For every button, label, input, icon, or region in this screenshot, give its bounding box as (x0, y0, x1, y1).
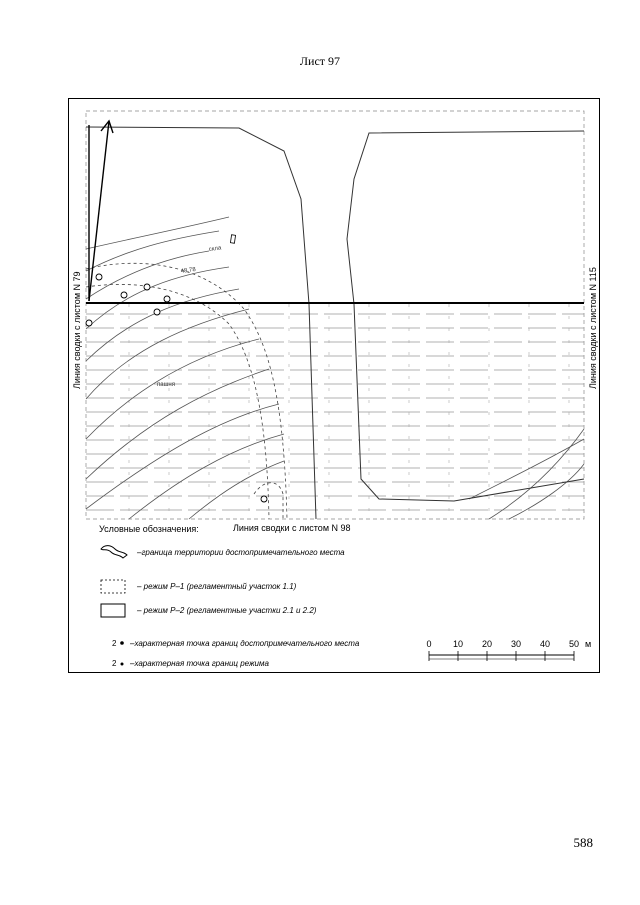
label-skla: скла (208, 245, 222, 253)
page-number: 588 (573, 835, 593, 850)
point-filled-icon (120, 641, 124, 645)
point-number-1: 2 (112, 639, 117, 648)
hatch-horizontal (86, 314, 584, 510)
label-elevation: 48.78 (180, 266, 197, 275)
scale-unit: м (585, 639, 592, 649)
map-frame (68, 98, 600, 673)
scale-tick-20: 20 (481, 639, 493, 649)
legend-title: Условные обозначения: (99, 524, 199, 534)
legend-item-point-regime: –характерная точка границ режима (130, 659, 269, 668)
scale-tick-30: 30 (510, 639, 522, 649)
right-join-label: Линия сводки с листом N 115 (588, 267, 598, 389)
scale-tick-50: 50 (568, 639, 580, 649)
regime-p2-icon (101, 604, 125, 617)
north-arrow-icon (89, 121, 113, 301)
hatch-vertical (129, 304, 569, 519)
contour-lines (86, 217, 584, 519)
legend-item-boundary: –граница территории достопримечательного места (137, 548, 345, 557)
bottom-join-label: Линия сводки с листом N 98 (233, 523, 351, 533)
scale-tick-40: 40 (539, 639, 551, 649)
scale-tick-0: 0 (426, 639, 432, 649)
road-outline (86, 127, 584, 519)
scale-bar (426, 639, 591, 661)
legend (99, 524, 360, 668)
regime-p1-icon (101, 580, 125, 593)
boundary-line-icon (101, 546, 127, 558)
left-join-label: Линия сводки с листом N 79 (72, 271, 82, 389)
building-icon (230, 235, 235, 243)
legend-item-p2: – режим Р–2 (регламентные участки 2.1 и 2.2) (137, 606, 317, 615)
sheet-title: Лист 97 (299, 54, 341, 68)
plan-border (86, 111, 584, 519)
point-number-2: 2 (112, 659, 117, 668)
legend-item-p1: – режим Р–1 (регламентный участок 1.1) (137, 582, 297, 591)
map-canvas (69, 99, 601, 674)
legend-item-point-site: –характерная точка границ достопримечательного места (130, 639, 360, 648)
point-small-icon (121, 663, 124, 666)
label-pashnya: пашня (157, 382, 175, 388)
scale-tick-10: 10 (452, 639, 464, 649)
